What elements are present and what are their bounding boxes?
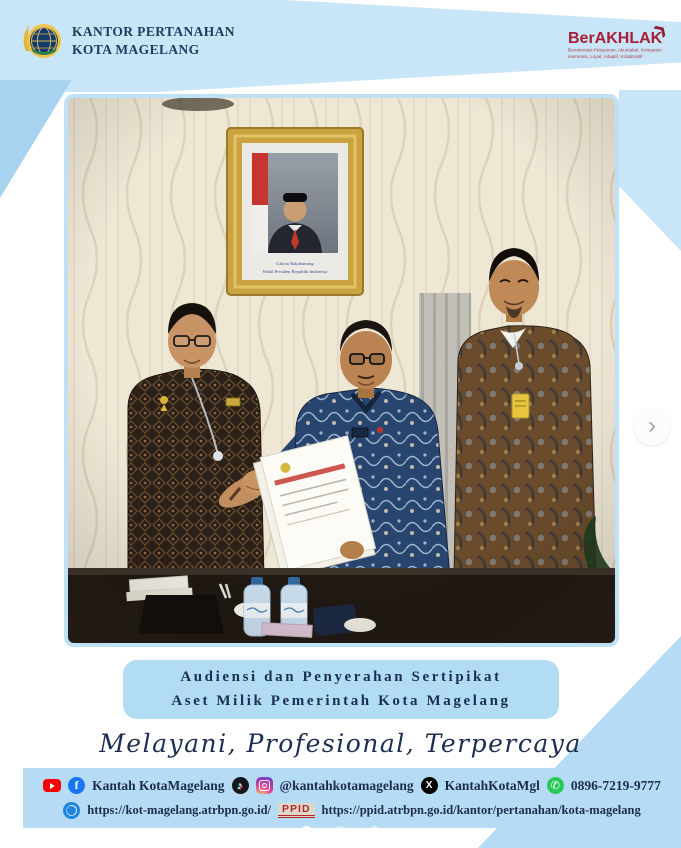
social-row [23,777,681,794]
right-margin-band [619,90,681,265]
atr-bpn-logo-icon [18,18,64,64]
ppid-url: https://ppid.atrbpn.go.id/kantor/pertanahan/kota-magelang [321,803,641,817]
berakhlak-logo [568,20,672,62]
brand [18,18,235,64]
carousel-dot-2[interactable] [334,826,347,839]
berakhlak-arrow-icon: ❯ [651,20,670,39]
x-twitter-icon: X [421,777,438,794]
facebook-icon: f [68,777,85,794]
footer-strip [23,768,681,828]
carousel-dot-3[interactable] [368,826,381,839]
banner-line1: Audiensi dan Penyerahan Sertipikat [180,669,502,686]
browser-icon [63,802,80,819]
org-name-line1: KANTOR PERTANAHAN [72,24,235,40]
instagram-icon [256,777,273,794]
whatsapp-number: 0896-7219-9777 [570,777,661,793]
x-handle: KantahKotaMgl [444,777,540,793]
motto-text: Melayani, Profesional, Terpercaya [99,729,582,758]
whatsapp-icon: ✆ [547,777,564,794]
banner-line2: Aset Milik Pemerintah Kota Magelang [171,692,511,709]
org-name-line2: KOTA MAGELANG [72,42,200,57]
org-name [72,23,235,58]
youtube-icon [43,779,61,792]
berakhlak-tagline: Berorientasi Pelayanan, Akuntabel, Kompeten Harmonis, Loyal, Adaptif, Kolaboratif [568,48,662,60]
facebook-handle: Kantah KotaMagelang [92,777,225,793]
links-row [23,802,681,819]
chevron-right-icon: › [648,411,656,439]
carousel-next-button[interactable] [634,409,670,445]
instagram-handle: @kantahkotamagelang [279,777,414,793]
event-photo [64,94,619,647]
carousel-dot-1[interactable] [300,826,313,839]
website-url: https://kot-magelang.atrbpn.go.id/ [87,803,272,817]
berakhlak-title: BerAKHLAK ❯ [568,20,670,47]
title-banner [123,660,559,719]
tiktok-icon: ♪ [232,777,249,794]
carousel-dots [0,826,681,839]
ppid-logo: PPID [278,803,315,819]
